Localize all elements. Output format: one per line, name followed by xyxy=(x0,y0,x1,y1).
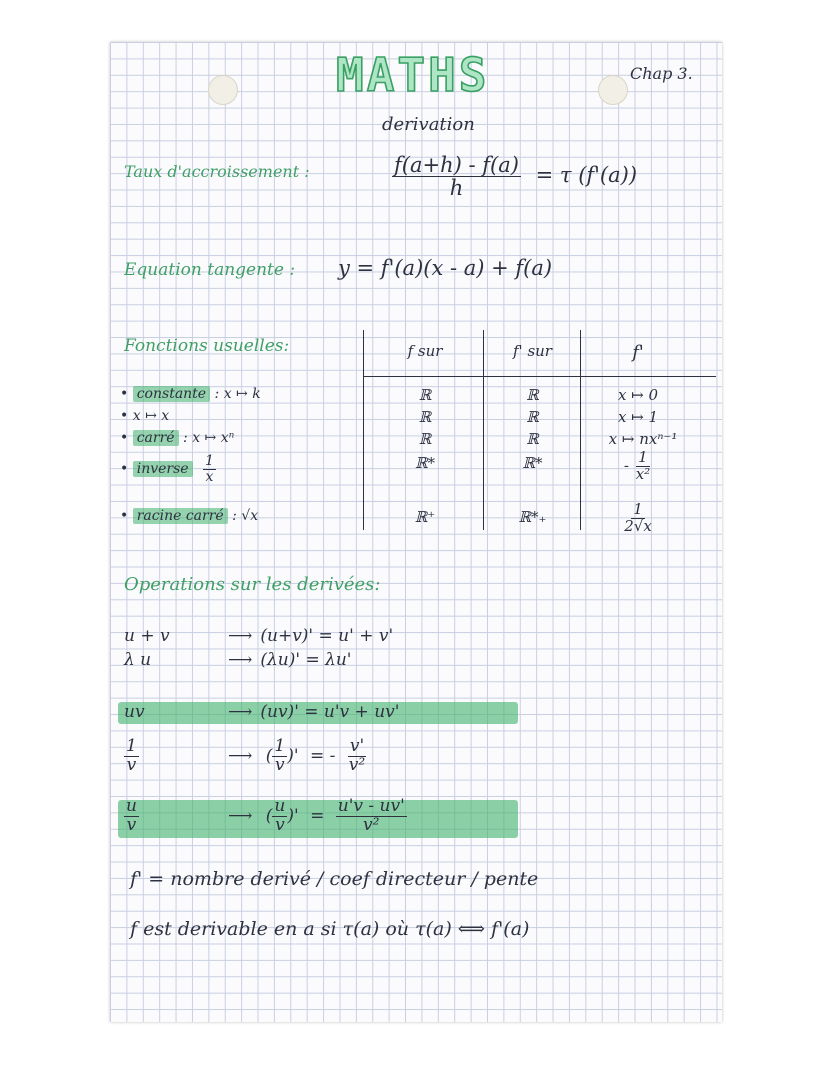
note-derivability: f est derivable en a si τ(a) où τ(a) ⟺ f'(a) xyxy=(130,918,530,940)
function-expr: : x ↦ xⁿ xyxy=(183,430,235,446)
table-row: • carré : x ↦ xⁿ xyxy=(120,430,235,446)
fprime-domain: ℝ xyxy=(526,430,539,448)
operation-eq: = - xyxy=(309,745,336,766)
tangente-label: Equation tangente : xyxy=(124,260,296,280)
function-name: constante xyxy=(133,386,210,402)
f-domain: ℝ xyxy=(418,408,432,426)
operation-rhs-den: v² xyxy=(348,754,366,775)
operation-row: $\frac{1}{v}$ ⟶ ( $\frac{1}{v}$ )' = - $\frac{v'}{\text{v²}}$ xyxy=(126,736,366,775)
note-definition: f' = nombre derivé / coef directeur / pente xyxy=(130,868,539,890)
table-row: • x ↦ x xyxy=(120,408,170,424)
f-domain: ℝ xyxy=(418,386,432,404)
taux-denominator: h xyxy=(449,176,464,201)
operation-lhs-num: u xyxy=(274,796,286,816)
function-name: carré xyxy=(133,430,179,446)
table-divider xyxy=(363,330,364,530)
fprime-domain: ℝ* xyxy=(522,454,543,472)
operation-rhs-num: u'v - uv' xyxy=(337,796,405,816)
table-row: • racine carré : √x xyxy=(120,508,259,524)
function-name: inverse xyxy=(133,461,193,477)
derivative xyxy=(588,502,688,535)
operation-row xyxy=(124,702,399,722)
table-divider xyxy=(580,330,581,530)
taux-result: = τ (f'(a)) xyxy=(535,163,638,188)
table-row: • constante : x ↦ k xyxy=(120,386,261,402)
derivative: x ↦ 0 xyxy=(617,386,659,404)
function-expr-num: 1 xyxy=(205,453,214,469)
operation-row xyxy=(124,626,393,646)
fprime-domain: ℝ*₊ xyxy=(518,508,547,526)
derivative-sign: - xyxy=(623,456,629,475)
binder-hole-left xyxy=(208,75,238,105)
fprime-domain: ℝ xyxy=(526,408,539,426)
operations-label: Operations sur les derivées: xyxy=(124,574,381,595)
col-header-fprime-sur: f' sur xyxy=(513,342,552,360)
page-title: MATHS xyxy=(336,48,490,102)
operation-right: (u+v)' = u' + v' xyxy=(260,626,394,646)
operation-left: uv xyxy=(124,702,145,722)
col-header-fprime: f' xyxy=(632,342,644,363)
arrow-icon: ⟶ xyxy=(228,626,253,646)
operation-left-den: v xyxy=(126,814,137,835)
operation-lhs-den: v xyxy=(275,814,285,835)
function-expr: x ↦ x xyxy=(132,408,170,424)
operation-lhs-den: v xyxy=(275,754,285,775)
table-header-rule xyxy=(364,376,716,377)
taux-numerator: f(a+h) - f(a) xyxy=(394,153,519,177)
derivative-num: 1 xyxy=(638,448,648,466)
derivative-den: x² xyxy=(635,464,651,483)
arrow-icon: ⟶ xyxy=(228,702,253,722)
derivative: x ↦ nxⁿ⁻¹ xyxy=(608,430,678,448)
fonctions-label: Fonctions usuelles: xyxy=(124,336,290,356)
chapter-label: Chap 3. xyxy=(630,64,693,83)
operation-row xyxy=(124,650,351,670)
operation-left-num: 1 xyxy=(126,736,137,756)
operation-left-den: v xyxy=(126,754,137,775)
derivative-den: 2√x xyxy=(624,516,652,535)
table-divider xyxy=(483,330,484,530)
f-domain: ℝ xyxy=(418,430,432,448)
operation-left: u + v xyxy=(124,626,170,646)
f-domain: ℝ⁺ xyxy=(414,508,436,526)
operation-row: $\frac{u}{v}$ ⟶ ( $\frac{u}{v}$ )' = $\frac{u'v - uv'}{\text{v²}}$ xyxy=(126,796,405,835)
fprime-domain: ℝ xyxy=(526,386,539,404)
col-header-f-sur: f sur xyxy=(407,342,443,360)
arrow-icon: ⟶ xyxy=(228,650,253,670)
function-expr: : √x xyxy=(232,508,259,524)
operation-rhs-num: v' xyxy=(349,736,365,756)
arrow-icon: ⟶ xyxy=(228,745,253,766)
table-row: • inverse $\frac{1}{x}$ xyxy=(120,453,214,485)
operation-left-num: u xyxy=(126,796,137,816)
operation-right: (λu)' = λu' xyxy=(260,650,352,670)
operation-left: λ u xyxy=(124,650,152,670)
operation-eq: = xyxy=(310,805,325,826)
operation-rhs-den: v² xyxy=(363,814,380,835)
f-domain: ℝ* xyxy=(415,454,435,472)
taux-label: Taux d'accroissement : xyxy=(124,162,310,181)
arrow-icon: ⟶ xyxy=(228,805,253,826)
derivative xyxy=(588,450,688,483)
function-expr-den: x xyxy=(205,468,214,485)
operation-lhs-num: 1 xyxy=(274,736,286,756)
function-name: racine carré xyxy=(133,508,228,524)
derivative-num: 1 xyxy=(633,500,643,518)
tangente-formula: y = f'(a)(x - a) + f(a) xyxy=(338,256,553,280)
binder-hole-right xyxy=(598,75,628,105)
page-subtitle: derivation xyxy=(382,114,475,135)
operation-right: (uv)' = u'v + uv' xyxy=(260,702,400,722)
derivative: x ↦ 1 xyxy=(617,408,659,426)
function-expr: : x ↦ k xyxy=(214,386,261,402)
notebook-page xyxy=(110,42,722,1022)
taux-formula xyxy=(392,154,637,199)
